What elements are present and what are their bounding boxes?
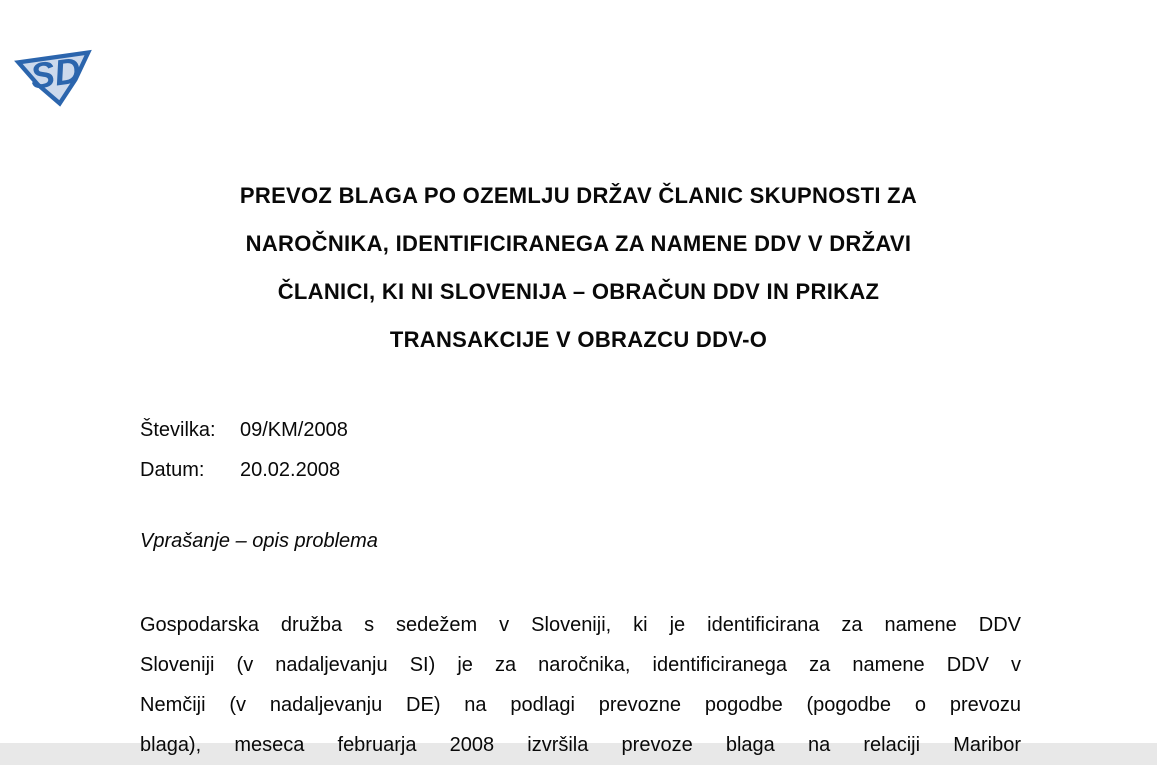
document-date-label: Datum: — [140, 459, 205, 481]
body-paragraph-line-1: Gospodarska družba s sedežem v Sloveniji, ki je identificirana za namene DDV — [140, 614, 1021, 636]
body-paragraph — [140, 605, 1021, 765]
document-number-row — [140, 410, 348, 450]
document-number-label: Številka: — [140, 419, 216, 441]
body-paragraph-line-4-clipped: blaga), meseca februarja 2008 izvršila prevoze blaga na relaciji Maribor — [140, 734, 1021, 756]
document-title-line-3: ČLANICI, KI NI SLOVENIJA – OBRAČUN DDV IN PRIKAZ — [277, 279, 880, 304]
document-title-line-2: NAROČNIKA, IDENTIFICIRANEGA ZA NAMENE DDV V DRŽAVI — [245, 231, 912, 256]
body-paragraph-line-2: Sloveniji (v nadaljevanju SI) je za naročnika, identificiranega za namene DDV v — [140, 654, 1021, 676]
document-title-line-1: PREVOZ BLAGA PO OZEMLJU DRŽAV ČLANIC SKUPNOSTI ZA — [239, 183, 918, 208]
section-heading-question: Vprašanje – opis problema — [140, 530, 378, 552]
logo-letters: SD — [27, 49, 84, 97]
document-title — [90, 172, 1067, 364]
sd-diamond-logo — [13, 46, 99, 108]
document-number-value: 09/KM/2008 — [240, 419, 348, 441]
sd-diamond-icon — [13, 46, 99, 108]
document-title-line-4: TRANSAKCIJE V OBRAZCU DDV-O — [389, 327, 768, 352]
document-date-value: 20.02.2008 — [240, 459, 341, 481]
document-meta — [140, 410, 348, 490]
body-paragraph-line-3: Nemčiji (v nadaljevanju DE) na podlagi prevozne pogodbe (pogodbe o prevozu — [140, 694, 1021, 716]
document-date-row — [140, 450, 348, 490]
